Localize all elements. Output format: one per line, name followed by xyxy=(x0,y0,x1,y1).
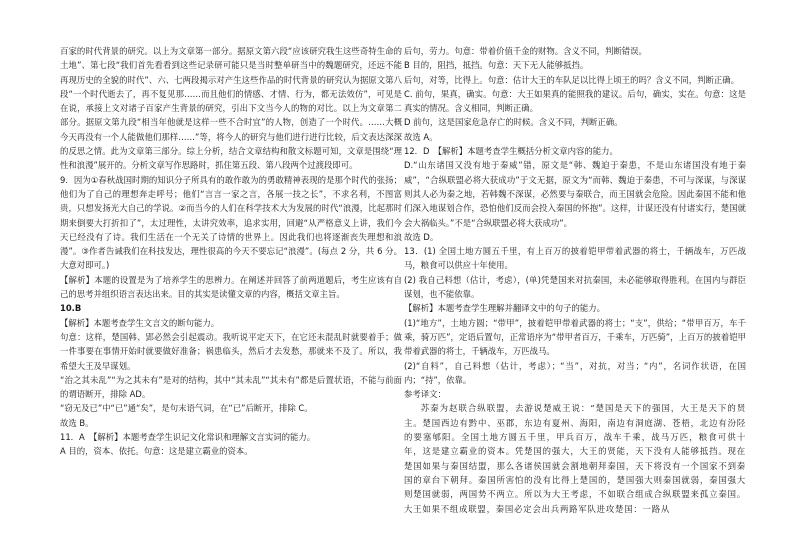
left-column-paragraph: 10.B xyxy=(60,303,82,314)
right-column-paragraph: 苏秦为赵联合纵联盟，去游说楚威王说：“楚国是天下的强国，大王是天下的贤主。楚国西边有黔中、巫郡，东边有夏州、海阳，南边有洞庭湖、苍梧，北边有汾陉的要塞郇阳。全国土地方圆五千里，甲兵百万，战车千乘，战马万匹，粮食可供十年，这是建立霸业的资本。凭楚国的强大，大王的贤能，天下没有人能够抵挡。现在楚国如果与秦国结盟，那么各诸侯国就会割地朝拜秦国，天下将没有一个国家不到秦国的章台下朝拜。秦国所害怕的没有比得上楚国的，楚国强大则秦国就弱，秦国强大则楚国就弱，两国势不两立。所以为大王考虑，不如联合组成合纵联盟来孤立秦国。大王如果不组成联盟，秦国必定会出兵两路军队进攻楚国：一路从 xyxy=(404,403,746,514)
left-column-paragraph: 句意：这样，楚国韩、郢必然会引起震动。我听说平定天下，在它还未混乱时就要着手；做一件事要在事情开始时就要做好准备；祸患临头，然后才去发愁，那就来不及了。所以，我希望大王及早谋划。 xyxy=(60,331,402,371)
right-column-paragraph: 后句，劳力。句意：带着价值千金的财物。含义不同，判断错误。 xyxy=(404,46,647,56)
left-column-paragraph: A 目的，资本、依托。句意：这是建立霸业的资本。 xyxy=(60,446,253,457)
left-column-paragraph: “治之其未乱”“为之其未有”是对的结构，其中“其未乱”“其未有”都是后置状语，不能与前面的谓语断开，排除 AD。 xyxy=(60,374,402,400)
right-column-paragraph: (2) 我自己料想（估计，考虑），(单)凭楚国来对抗秦国，未必能够取得胜利。在国内与群臣谋划，也不能依靠。 xyxy=(404,274,746,300)
right-column-paragraph: 13．(1) 全国土地方圆五千里，有上百万的披着铠甲带着武器的将士，千辆战车，万匹战马，粮食可以供应十年使用。 xyxy=(404,246,746,271)
right-column-paragraph: 参考译文： xyxy=(404,389,446,400)
right-column-paragraph: 12．D 【解析】本题考查学生概括分析文章内容的能力。 xyxy=(404,146,618,157)
right-column-paragraph: B 目的，阻挡，抵挡。句意：天下无人能够抵挡。 xyxy=(404,60,589,71)
left-column-paragraph: 【解析】本题考查学生文言文的断句能力。 xyxy=(60,317,220,328)
left-column-paragraph: 9．因为①春秋战国时期的知识分子所具有的敢作敢为的勇敢精神表现的是那个时代的张扬；他们为了自己的理想奔走呼号；他们“言言一家之言，各展一技之长”，不求名利，不图富贵，只想发扬光大自己的学说。②而当今的人们在科学技术大为发展的时代“浪漫，比起那时期来倒要大打折扣了”，太过理性，太讲究效率，追求实用，回避“从严格意义上讲，我们今天已经没有了诗。我们生活在一个无关了诗情的世界上。因此我们也将逐渐丧失理想和浪漫”。③作者告诫我们在科技发达，理性很高的今天不要忘记“浪漫”。(每点 2 分，共 6 分。大意对即可。) xyxy=(60,174,402,271)
right-column-paragraph: C. 前句，果真，确实。句意：大王如果真的能照我的建议。后句，确实，实在。句意：这是真实的情况。含义相同，判断正确。 xyxy=(404,88,746,114)
left-column xyxy=(60,44,402,459)
right-column-paragraph: D 前句，这是国家危急存亡的时候。含义不同，判断正确。 xyxy=(404,117,623,128)
right-column-paragraph: 【解析】本题考查学生理解并翻译文中的句子的能力。 xyxy=(404,303,605,314)
right-column-paragraph: 故选 A。 xyxy=(404,131,438,142)
left-column-paragraph: 百家的时代背景的研究。以上为文章第一部分。据原文第六段“应该研究我生这些奇特生命的土地”、第七段“我们首先看看到这些记录研可能只是当时整单研当中的魏题研究，还远不能再现历史的全貌的时代”、六、七两段揭示对产生这些作品的时代背景的研究认为据原文第八段“一个时代逝去了，再不复见那……而且他们的情感、才情、行为，都无法效仿”，可见是在说，承接上文对诸子百家产生背景的研究，引出下文当今人的物的对比。以上为文章第二部分。据原文第九段“相当年他就是这样一些不合时宜”的人物，创造了一个时代。……大概今天再没有一个人能做他们那样……”等，将今人的研究与他们进行进行比较，后文表达深深的反思之情。此为文章第三部分。综上分析，结合文章结构和散文标题可知，文章是围绕“理性和浪漫”展开的。分析文章写作思路时，抓住第五段、第八段两个过渡段即可。 xyxy=(60,46,402,171)
left-column-paragraph: 【解析】本题的设置是为了培养学生的思辨力。在阐述并回答了前两道题后，考生应该有自己的思考并组织语言表达出来。目的其实是读懂文章的内容，概括文章主旨。 xyxy=(60,274,402,300)
right-column-paragraph: D.“山东诸国又没有地于秦威”错，原文是“韩、魏迫于秦患，不是山东诸国没有地于秦威”，“合纵联盟必将大获成功”于文无据，原文为“而韩、魏迫于秦患，不可与深谋，与深谋则其人必为秦之地，若韩魏不深谋，必然要与秦联合，而王国就会危险。因此秦国不能和他们深入地谋划合作，恐怕他们反而会投入秦国的怀抱”。这样，计谋还没有付诸实行，楚国就会大祸临头。”不是“合纵联盟必将大获成功”。 xyxy=(404,160,746,228)
right-column xyxy=(404,44,746,516)
left-column-paragraph: 故选 B。 xyxy=(60,417,94,428)
left-column-paragraph: 11．A 【解析】本题考查学生识记文化常识和理解文言实词的能力。 xyxy=(60,432,316,443)
left-column-paragraph: “窃无及已”中“已”通“矣”，是句末语气词，在“已”后断开，排除 C。 xyxy=(60,403,313,414)
right-column-paragraph: 故选 D。 xyxy=(404,231,439,242)
right-column-paragraph: (2)“自料”，自己料想（估计，考虑）；“当”，对抗，对当；“内”，名词作状语，在国内；“持”，依靠。 xyxy=(404,360,746,385)
right-column-paragraph: 后句，对等，比得上。句意：估计大王的车队足以比得上顷王的吗？含义不同，判断正确。 xyxy=(404,74,739,85)
right-column-paragraph: (1)“地方”，土地方圆；“带甲”，披着铠甲带着武器的将士；“支”，供给；“带甲百万，车千乘，骑万匹”，定语后置句，正常语序为“带甲者百万，千乘车，万匹骑”，上百万的披着铠甲带着武器的将士，千辆战车，万匹战马。 xyxy=(404,317,746,357)
